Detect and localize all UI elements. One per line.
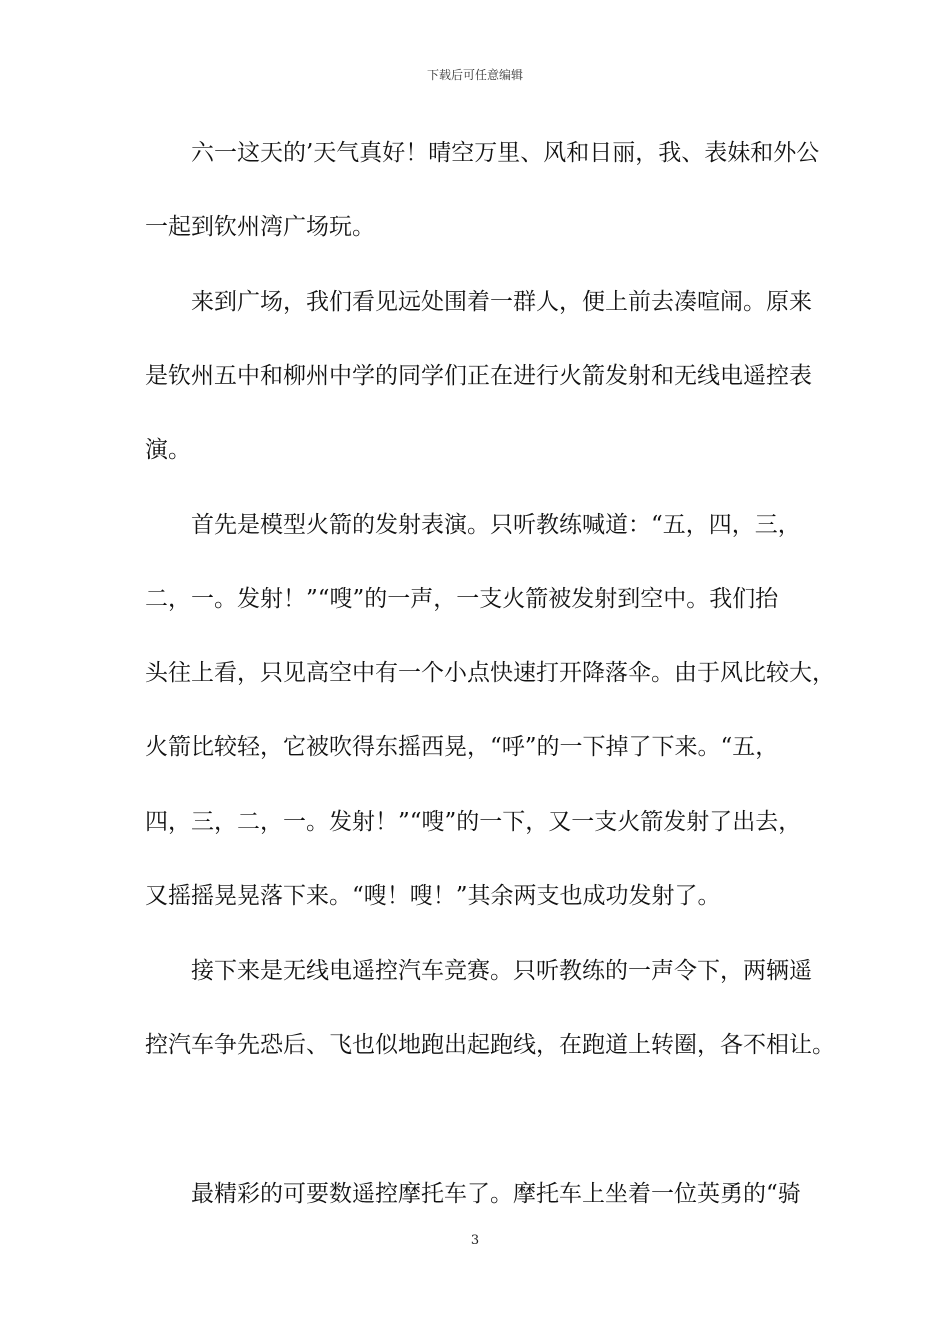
text-line: 头往上看，只见高空中有一个小点快速打开降落伞。由于风比较大， bbox=[145, 660, 835, 686]
text-line: 火箭比较轻，它被吹得东摇西晃，“呼”的一下掉了下来。“五， bbox=[145, 734, 779, 760]
text-line: 六一这天的’天气真好！晴空万里、风和日丽，我、表妹和外公 bbox=[191, 140, 820, 166]
text-line: 首先是模型火箭的发射表演。只听教练喊道：“五，四，三， bbox=[191, 512, 801, 538]
text-line: 最精彩的可要数遥控摩托车了。摩托车上坐着一位英勇的“骑 bbox=[191, 1181, 801, 1207]
text-line: 是钦州五中和柳州中学的同学们正在进行火箭发射和无线电遥控表 bbox=[145, 363, 812, 389]
text-line: 又摇摇晃晃落下来。“嗖！嗖！”其余两支也成功发射了。 bbox=[145, 883, 721, 909]
text-line: 控汽车争先恐后、飞也似地跑出起跑线，在跑道上转圈，各不相让。 bbox=[145, 1032, 835, 1058]
text-line: 二，一。发射！”“嗖”的一声，一支火箭被发射到空中。我们抬 bbox=[145, 586, 779, 612]
text-line: 演。 bbox=[145, 437, 191, 463]
text-line: 一起到钦州湾广场玩。 bbox=[145, 214, 375, 240]
text-line: 接下来是无线电遥控汽车竞赛。只听教练的一声令下，两辆遥 bbox=[191, 958, 812, 984]
page-header: 下载后可任意编辑 bbox=[426, 68, 523, 82]
text-line: 来到广场，我们看见远处围着一群人，便上前去凑喧闹。原来 bbox=[191, 289, 812, 315]
page-number: 3 bbox=[470, 1233, 480, 1248]
text-line: 四，三，二，一。发射！”“嗖”的一下，又一支火箭发射了出去， bbox=[145, 809, 802, 835]
